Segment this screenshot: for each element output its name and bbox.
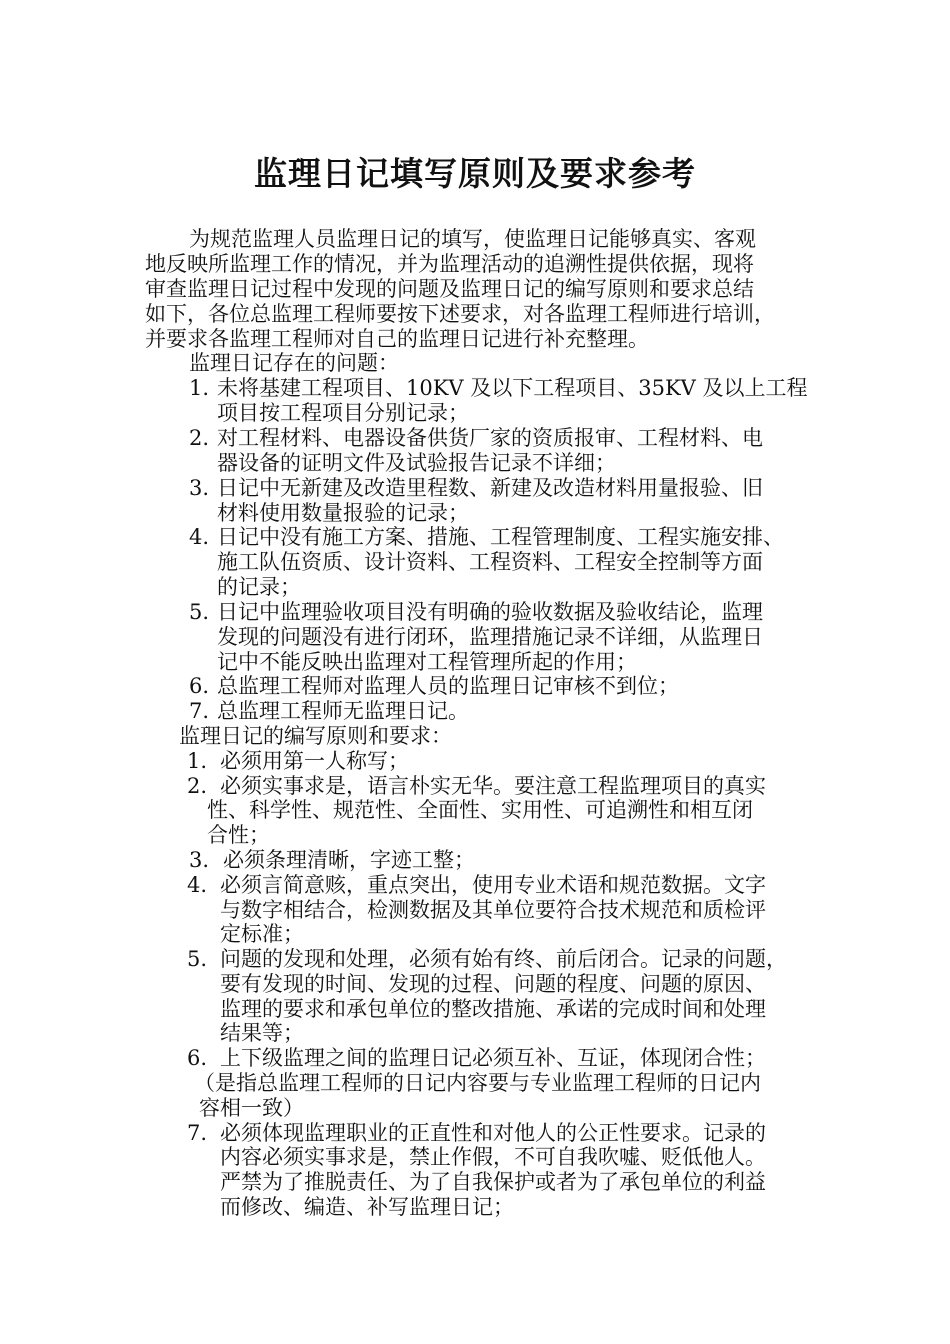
problem-line: 材料使用数量报验的记录； bbox=[217, 501, 469, 525]
principle-number: 2. bbox=[187, 774, 208, 798]
principle-line: 结果等； bbox=[220, 1021, 304, 1045]
principles-heading: 监理日记的编写原则和要求： bbox=[179, 724, 452, 748]
problem-number: 2. bbox=[189, 426, 210, 450]
problem-line: 总监理工程师对监理人员的监理日记审核不到位； bbox=[217, 674, 679, 698]
problem-line: 日记中没有施工方案、措施、工程管理制度、工程实施安排、 bbox=[217, 525, 784, 549]
problem-line: 日记中无新建及改造里程数、新建及改造材料用量报验、旧 bbox=[217, 476, 763, 500]
principle-line: 必须言简意赅，重点突出，使用专业术语和规范数据。文字 bbox=[220, 873, 766, 897]
problem-line: 记中不能反映出监理对工程管理所起的作用； bbox=[217, 650, 637, 674]
principle-line: 必须体现监理职业的正直性和对他人的公正性要求。记录的 bbox=[220, 1121, 766, 1145]
principle-number: 6. bbox=[187, 1046, 208, 1070]
intro-line: 如下，各位总监理工程师要按下述要求，对各监理工程师进行培训， bbox=[145, 302, 775, 326]
principle-line: 上下级监理之间的监理日记必须互补、互证，体现闭合性； bbox=[220, 1046, 766, 1070]
problem-line: 发现的问题没有进行闭环，监理措施记录不详细，从监理日 bbox=[217, 625, 763, 649]
principle-note-line: （是指总监理工程师的日记内容要与专业监理工程师的日记内 bbox=[194, 1071, 761, 1095]
principle-number: 5. bbox=[187, 947, 208, 971]
principle-number: 1. bbox=[187, 749, 208, 773]
principle-line: 内容必须实事求是，禁止作假，不可自我吹嘘、贬低他人。 bbox=[220, 1145, 766, 1169]
problem-line: 器设备的证明文件及试验报告记录不详细； bbox=[217, 451, 616, 475]
principle-line: 必须条理清晰，字迹工整； bbox=[223, 848, 475, 872]
principle-line: 必须实事求是，语言朴实无华。要注意工程监理项目的真实 bbox=[220, 774, 766, 798]
problem-number: 6. bbox=[189, 674, 210, 698]
problem-line: 日记中监理验收项目没有明确的验收数据及验收结论，监理 bbox=[217, 600, 763, 624]
principle-line: 严禁为了推脱责任、为了自我保护或者为了承包单位的利益 bbox=[220, 1170, 766, 1194]
principle-number: 4. bbox=[187, 873, 208, 897]
problem-number: 3. bbox=[189, 476, 210, 500]
problem-number: 5. bbox=[189, 600, 210, 624]
problem-line: 总监理工程师无监理日记。 bbox=[217, 699, 469, 723]
intro-line: 为规范监理人员监理日记的填写，使监理日记能够真实、客观 bbox=[189, 227, 756, 251]
principle-number: 3. bbox=[189, 848, 210, 872]
problem-number: 7. bbox=[189, 699, 210, 723]
principle-number: 7. bbox=[187, 1121, 208, 1145]
problem-line: 项目按工程项目分别记录； bbox=[217, 401, 469, 425]
principle-line: 问题的发现和处理，必须有始有终、前后闭合。记录的问题， bbox=[220, 947, 787, 971]
principle-line: 监理的要求和承包单位的整改措施、承诺的完成时间和处理 bbox=[220, 997, 766, 1021]
problem-number: 1. bbox=[189, 376, 210, 400]
principle-line: 合性； bbox=[207, 823, 270, 847]
principle-line: 定标准； bbox=[220, 922, 304, 946]
page-title: 监理日记填写原则及要求参考 bbox=[254, 154, 696, 193]
problem-line: 对工程材料、电器设备供货厂家的资质报审、工程材料、电 bbox=[217, 426, 763, 450]
principle-line: 与数字相结合，检测数据及其单位要符合技术规范和质检评 bbox=[220, 898, 766, 922]
problem-line: 未将基建工程项目、10KV 及以下工程项目、35KV 及以上工程 bbox=[217, 376, 808, 400]
principle-line: 而修改、编造、补写监理日记； bbox=[220, 1195, 514, 1219]
principle-line: 要有发现的时间、发现的过程、问题的程度、问题的原因、 bbox=[220, 972, 766, 996]
intro-line: 审查监理日记过程中发现的问题及监理日记的编写原则和要求总结 bbox=[145, 277, 754, 301]
problems-heading: 监理日记存在的问题： bbox=[189, 351, 399, 375]
principle-line: 性、科学性、规范性、全面性、实用性、可追溯性和相互闭 bbox=[207, 798, 753, 822]
intro-line: 并要求各监理工程师对自己的监理日记进行补充整理。 bbox=[145, 327, 649, 351]
principle-line: 必须用第一人称写； bbox=[220, 749, 409, 773]
problem-number: 4. bbox=[189, 525, 210, 549]
problem-line: 的记录； bbox=[217, 575, 301, 599]
problem-line: 施工队伍资质、设计资料、工程资料、工程安全控制等方面 bbox=[217, 550, 763, 574]
principle-note-line: 容相一致） bbox=[199, 1096, 304, 1120]
intro-line: 地反映所监理工作的情况，并为监理活动的追溯性提供依据，现将 bbox=[145, 252, 754, 276]
